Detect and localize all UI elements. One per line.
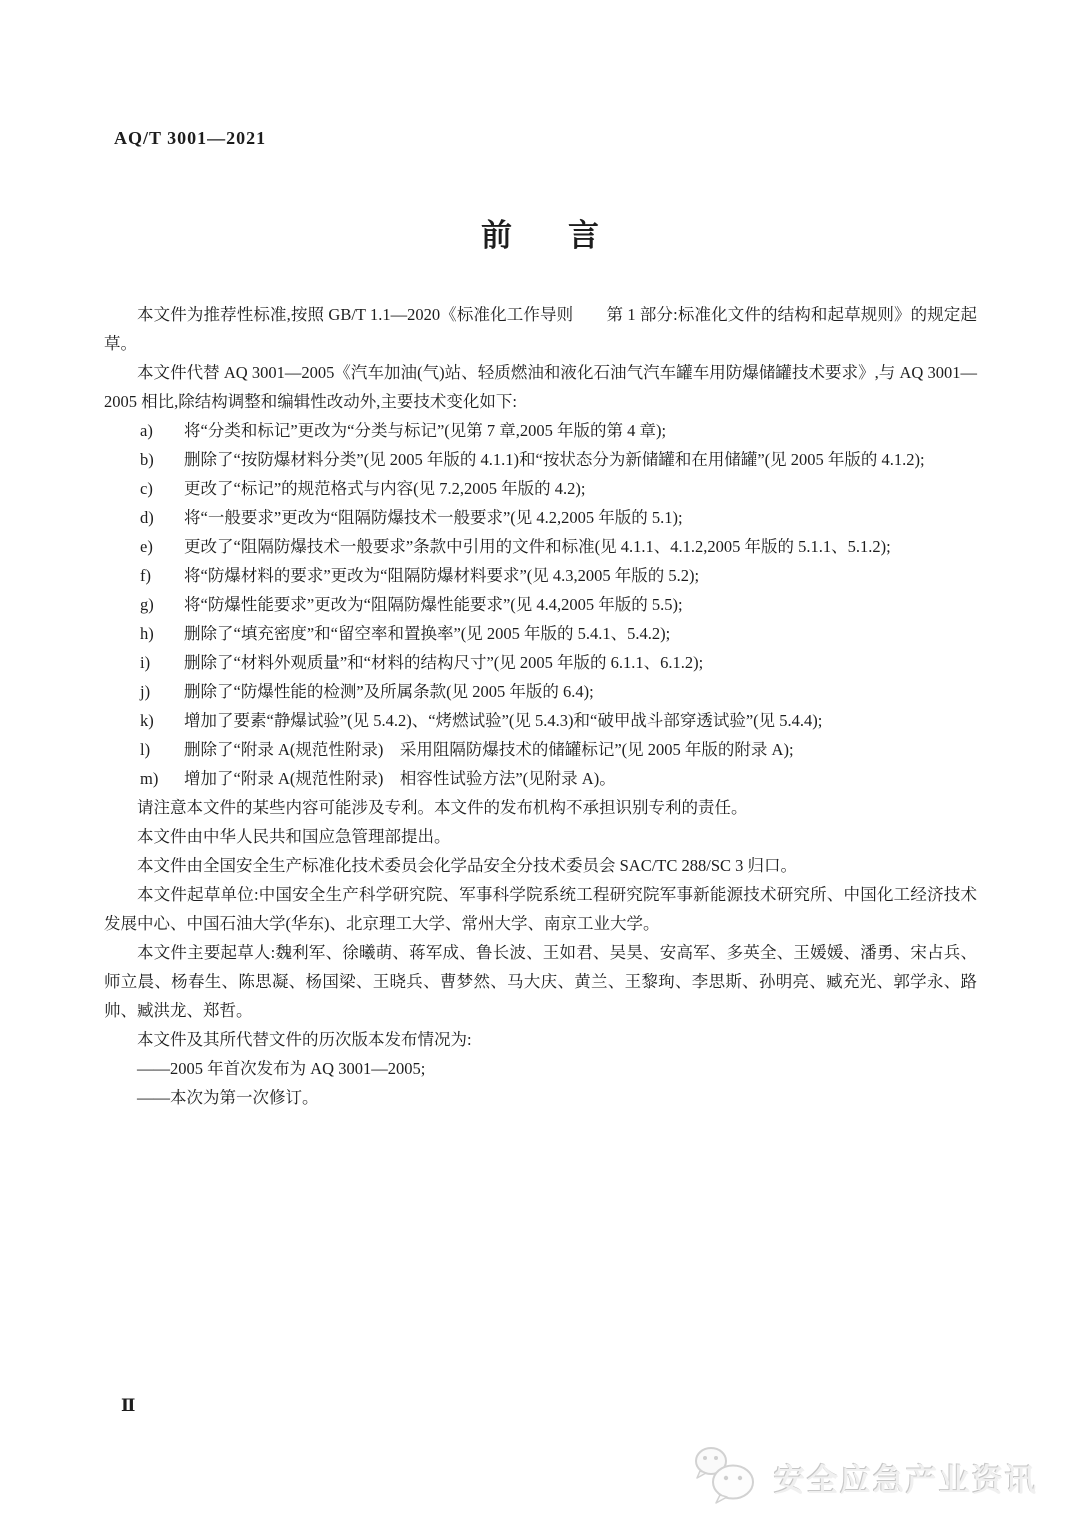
change-marker: m) [140, 769, 159, 788]
wechat-icon [690, 1444, 762, 1511]
change-item [104, 764, 977, 793]
change-item [104, 416, 977, 445]
change-marker: g) [140, 595, 154, 614]
proposed-by: 本文件由中华人民共和国应急管理部提出。 [137, 827, 451, 846]
change-marker: j) [140, 682, 151, 701]
doc-number: AQ/T 3001—2021 [114, 128, 267, 148]
change-marker: k) [140, 711, 154, 730]
watermark [690, 1444, 1038, 1511]
change-marker: c) [140, 479, 153, 498]
change-text: 将“防爆材料的要求”更改为“阻隔防爆材料要求”(见 4.3,2005 年版的 5.2); [184, 566, 700, 585]
change-marker: h) [140, 624, 154, 643]
change-text: 删除了“防爆性能的检测”及所属条款(见 2005 年版的 6.4); [184, 682, 594, 701]
change-text: 删除了“按防爆材料分类”(见 2005 年版的 4.1.1)和“按状态分为新储罐和在用储罐”(见 2005 年版的 4.1.2); [184, 450, 925, 469]
change-text: 将“一般要求”更改为“阻隔防爆技术一般要求”(见 4.2,2005 年版的 5.1); [184, 508, 683, 527]
change-marker: a) [140, 421, 153, 440]
change-item [104, 590, 977, 619]
change-text: 增加了“附录 A(规范性附录) 相容性试验方法”(见附录 A)。 [184, 769, 616, 788]
change-item [104, 445, 977, 474]
change-text: 更改了“阻隔防爆技术一般要求”条款中引用的文件和标准(见 4.1.1、4.1.2,2005 年版的 5.1.1、5.1.2); [184, 537, 891, 556]
intro-paragraph: 本文件为推荐性标准,按照 GB/T 1.1—2020《标准化工作导则 第 1 部分:标准化文件的结构和起草规则》的规定起草。 [104, 305, 977, 353]
change-text: 更改了“标记”的规范格式与内容(见 7.2,2005 年版的 4.2); [184, 479, 586, 498]
document-body [104, 300, 977, 1112]
change-item [104, 706, 977, 735]
change-text: 将“防爆性能要求”更改为“阻隔防爆性能要求”(见 4.4,2005 年版的 5.5); [184, 595, 683, 614]
change-item [104, 503, 977, 532]
main-drafters: 本文件主要起草人:魏利军、徐曦萌、蒋军成、鲁长波、王如君、吴昊、安高军、多英全、王媛媛、潘勇、宋占兵、师立晨、杨春生、陈思凝、杨国梁、王晓兵、曹梦然、马大庆、黄兰、王黎珣、李思斯、孙明亮、臧充光、郭学永、路帅、臧洪龙、郑哲。 [104, 943, 977, 1020]
page-title-text: 前言 [481, 218, 655, 253]
changes-list [104, 416, 977, 793]
drafting-organizations: 本文件起草单位:中国安全生产科学研究院、军事科学院系统工程研究院军事新能源技术研究所、中国化工经济技术发展中心、中国石油大学(华东)、北京理工大学、常州大学、南京工业大学。 [104, 885, 977, 933]
page-title [0, 210, 1080, 255]
change-marker: l) [140, 740, 151, 759]
change-marker: d) [140, 508, 154, 527]
patent-notice: 请注意本文件的某些内容可能涉及专利。本文件的发布机构不承担识别专利的责任。 [137, 798, 748, 817]
change-item [104, 619, 977, 648]
history-item: ——2005 年首次发布为 AQ 3001—2005; [137, 1059, 426, 1078]
change-item [104, 648, 977, 677]
watermark-text: 安全应急产业资讯 [774, 1463, 1038, 1498]
change-item [104, 735, 977, 764]
page-number: Ⅱ [121, 1396, 136, 1415]
change-item [104, 561, 977, 590]
change-text: 将“分类和标记”更改为“分类与标记”(见第 7 章,2005 年版的第 4 章); [184, 421, 667, 440]
change-marker: f) [140, 566, 151, 585]
change-marker: b) [140, 450, 154, 469]
centralized-by: 本文件由全国安全生产标准化技术委员会化学品安全分技术委员会 SAC/TC 288/SC 3 归口。 [137, 856, 798, 875]
change-marker: e) [140, 537, 153, 556]
change-text: 删除了“附录 A(规范性附录) 采用阻隔防爆技术的储罐标记”(见 2005 年版的附录 A); [184, 740, 794, 759]
change-item [104, 474, 977, 503]
change-item [104, 677, 977, 706]
history-intro: 本文件及其所代替文件的历次版本发布情况为: [137, 1030, 472, 1049]
change-text: 删除了“填充密度”和“留空率和置换率”(见 2005 年版的 5.4.1、5.4.2); [184, 624, 671, 643]
intro-paragraph: 本文件代替 AQ 3001—2005《汽车加油(气)站、轻质燃油和液化石油气汽车罐车用防爆储罐技术要求》,与 AQ 3001—2005 相比,除结构调整和编辑性改动外,主要技术变化如下: [104, 363, 977, 411]
change-text: 增加了要素“静爆试验”(见 5.4.2)、“烤燃试验”(见 5.4.3)和“破甲战斗部穿透试验”(见 5.4.4); [184, 711, 823, 730]
change-text: 删除了“材料外观质量”和“材料的结构尺寸”(见 2005 年版的 6.1.1、6.1.2); [184, 653, 704, 672]
history-item: ——本次为第一次修订。 [137, 1088, 319, 1107]
change-item [104, 532, 977, 561]
change-marker: i) [140, 653, 151, 672]
